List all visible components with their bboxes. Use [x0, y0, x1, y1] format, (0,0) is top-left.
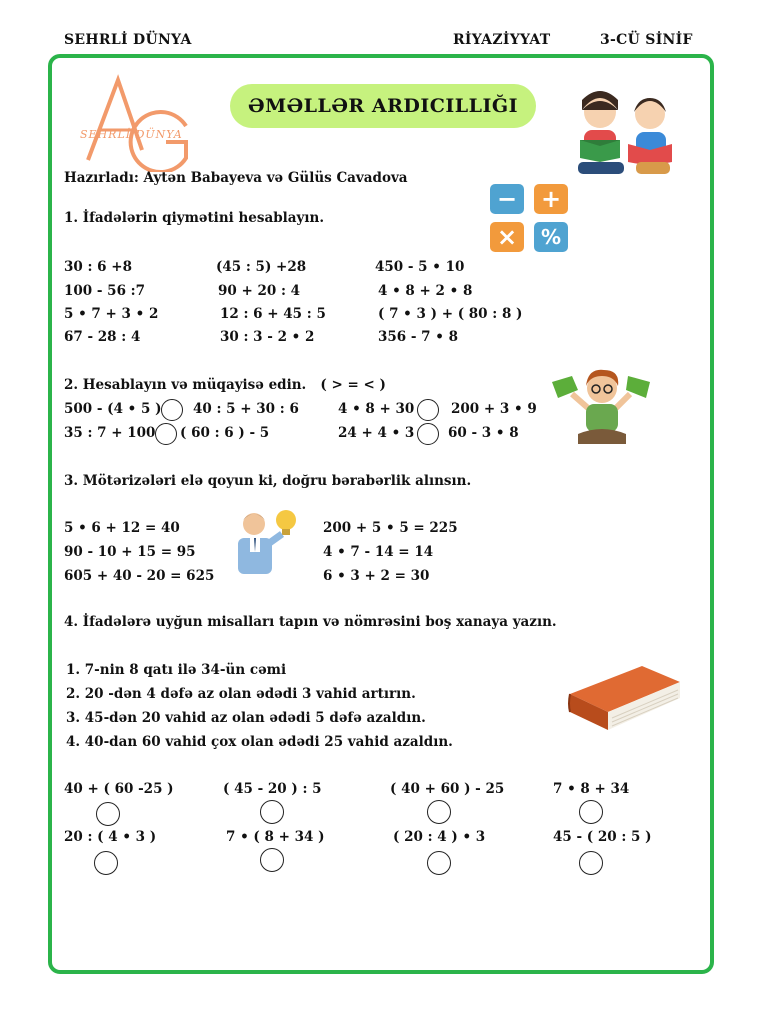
page-title: ƏMƏLLƏR ARDICILLIĞI — [230, 84, 536, 128]
section2-title: 2. Hesablayın və müqayisə edin. ( > = < ) — [64, 377, 386, 393]
answer-circle[interactable] — [579, 851, 603, 875]
header-subject: RİYAZİYYAT — [453, 32, 551, 48]
authors-line: Hazırladı: Aytən Babayeva və Gülüs Cavadova — [64, 170, 408, 186]
compare-circle[interactable] — [155, 423, 177, 445]
s2-right-expr: 60 - 3 • 8 — [448, 425, 519, 441]
answer-circle[interactable] — [427, 800, 451, 824]
book-icon — [566, 660, 684, 734]
s3-left-eq: 605 + 40 - 20 = 625 — [64, 568, 215, 584]
s1-expr: 100 - 56 :7 — [64, 283, 146, 299]
s2-left-expr: 35 : 7 + 100 — [64, 425, 156, 441]
s1-expr: 4 • 8 + 2 • 8 — [378, 283, 473, 299]
s4-item: 4. 40-dan 60 vahid çox olan ədədi 25 vahid azaldın. — [66, 734, 453, 750]
s2-left-expr: 24 + 4 • 3 — [338, 425, 415, 441]
s1-expr: 12 : 6 + 45 : 5 — [220, 306, 326, 322]
s4-expr: 45 - ( 20 : 5 ) — [553, 829, 652, 845]
s1-expr: 67 - 28 : 4 — [64, 329, 141, 345]
s3-left-eq: 90 - 10 + 15 = 95 — [64, 544, 196, 560]
s4-item: 2. 20 -dən 4 dəfə az olan ədədi 3 vahid artırın. — [66, 686, 416, 702]
comparison-signs: ( > = < ) — [320, 377, 386, 393]
boy-holding-signs-icon — [548, 368, 656, 450]
s4-expr: ( 20 : 4 ) • 3 — [393, 829, 486, 845]
teacher-with-bulb-icon — [228, 506, 300, 576]
s4-expr: 40 + ( 60 -25 ) — [64, 781, 174, 797]
answer-circle[interactable] — [260, 800, 284, 824]
answer-circle[interactable] — [96, 802, 120, 826]
s2-left-expr: 4 • 8 + 30 — [338, 401, 415, 417]
answer-circle[interactable] — [94, 851, 118, 875]
s2-right-expr: 200 + 3 • 9 — [451, 401, 537, 417]
logo-icon — [78, 72, 202, 172]
s3-right-eq: 4 • 7 - 14 = 14 — [323, 544, 434, 560]
s2-left-expr: 500 - (4 • 5 ) — [64, 401, 162, 417]
answer-circle[interactable] — [427, 851, 451, 875]
s4-expr: 7 • 8 + 34 — [553, 781, 630, 797]
s4-expr: ( 40 + 60 ) - 25 — [390, 781, 505, 797]
s1-expr: 30 : 6 +8 — [64, 259, 132, 275]
s1-expr: ( 7 • 3 ) + ( 80 : 8 ) — [378, 306, 523, 322]
section4-title: 4. İfadələrə uyğun misalları tapın və nömrəsini boş xanaya yazın. — [64, 614, 557, 630]
s1-expr: 450 - 5 • 10 — [375, 259, 465, 275]
s3-left-eq: 5 • 6 + 12 = 40 — [64, 520, 180, 536]
s4-expr: ( 45 - 20 ) : 5 — [223, 781, 322, 797]
s4-item: 3. 45-dən 20 vahid az olan ədədi 5 dəfə azaldın. — [66, 710, 426, 726]
s2-right-expr: ( 60 : 6 ) - 5 — [180, 425, 270, 441]
s1-expr: 5 • 7 + 3 • 2 — [64, 306, 159, 322]
s4-item: 1. 7-nin 8 qatı ilə 34-ün cəmi — [66, 662, 287, 678]
header-brand: SEHRLİ DÜNYA — [64, 32, 192, 48]
compare-circle[interactable] — [417, 423, 439, 445]
s1-expr: 30 : 3 - 2 • 2 — [220, 329, 315, 345]
s4-expr: 20 : ( 4 • 3 ) — [64, 829, 157, 845]
s1-expr: 356 - 7 • 8 — [378, 329, 458, 345]
logo-text: SEHRLİ DÜNYA — [80, 128, 183, 141]
s1-expr: 90 + 20 : 4 — [218, 283, 301, 299]
header-grade: 3-CÜ SİNİF — [600, 32, 693, 48]
s3-right-eq: 6 • 3 + 2 = 30 — [323, 568, 430, 584]
section1-title: 1. İfadələrin qiymətini hesablayın. — [64, 210, 325, 226]
children-reading-icon — [570, 90, 686, 182]
s3-right-eq: 200 + 5 • 5 = 225 — [323, 520, 458, 536]
answer-circle[interactable] — [260, 848, 284, 872]
s1-expr: (45 : 5) +28 — [216, 259, 307, 275]
compare-circle[interactable] — [417, 399, 439, 421]
answer-circle[interactable] — [579, 800, 603, 824]
calculator-icon: − + × % — [490, 184, 570, 256]
compare-circle[interactable] — [161, 399, 183, 421]
s4-expr: 7 • ( 8 + 34 ) — [226, 829, 325, 845]
s2-right-expr: 40 : 5 + 30 : 6 — [193, 401, 299, 417]
section3-title: 3. Mötərizələri elə qoyun ki, doğru bərabərlik alınsın. — [64, 473, 472, 489]
